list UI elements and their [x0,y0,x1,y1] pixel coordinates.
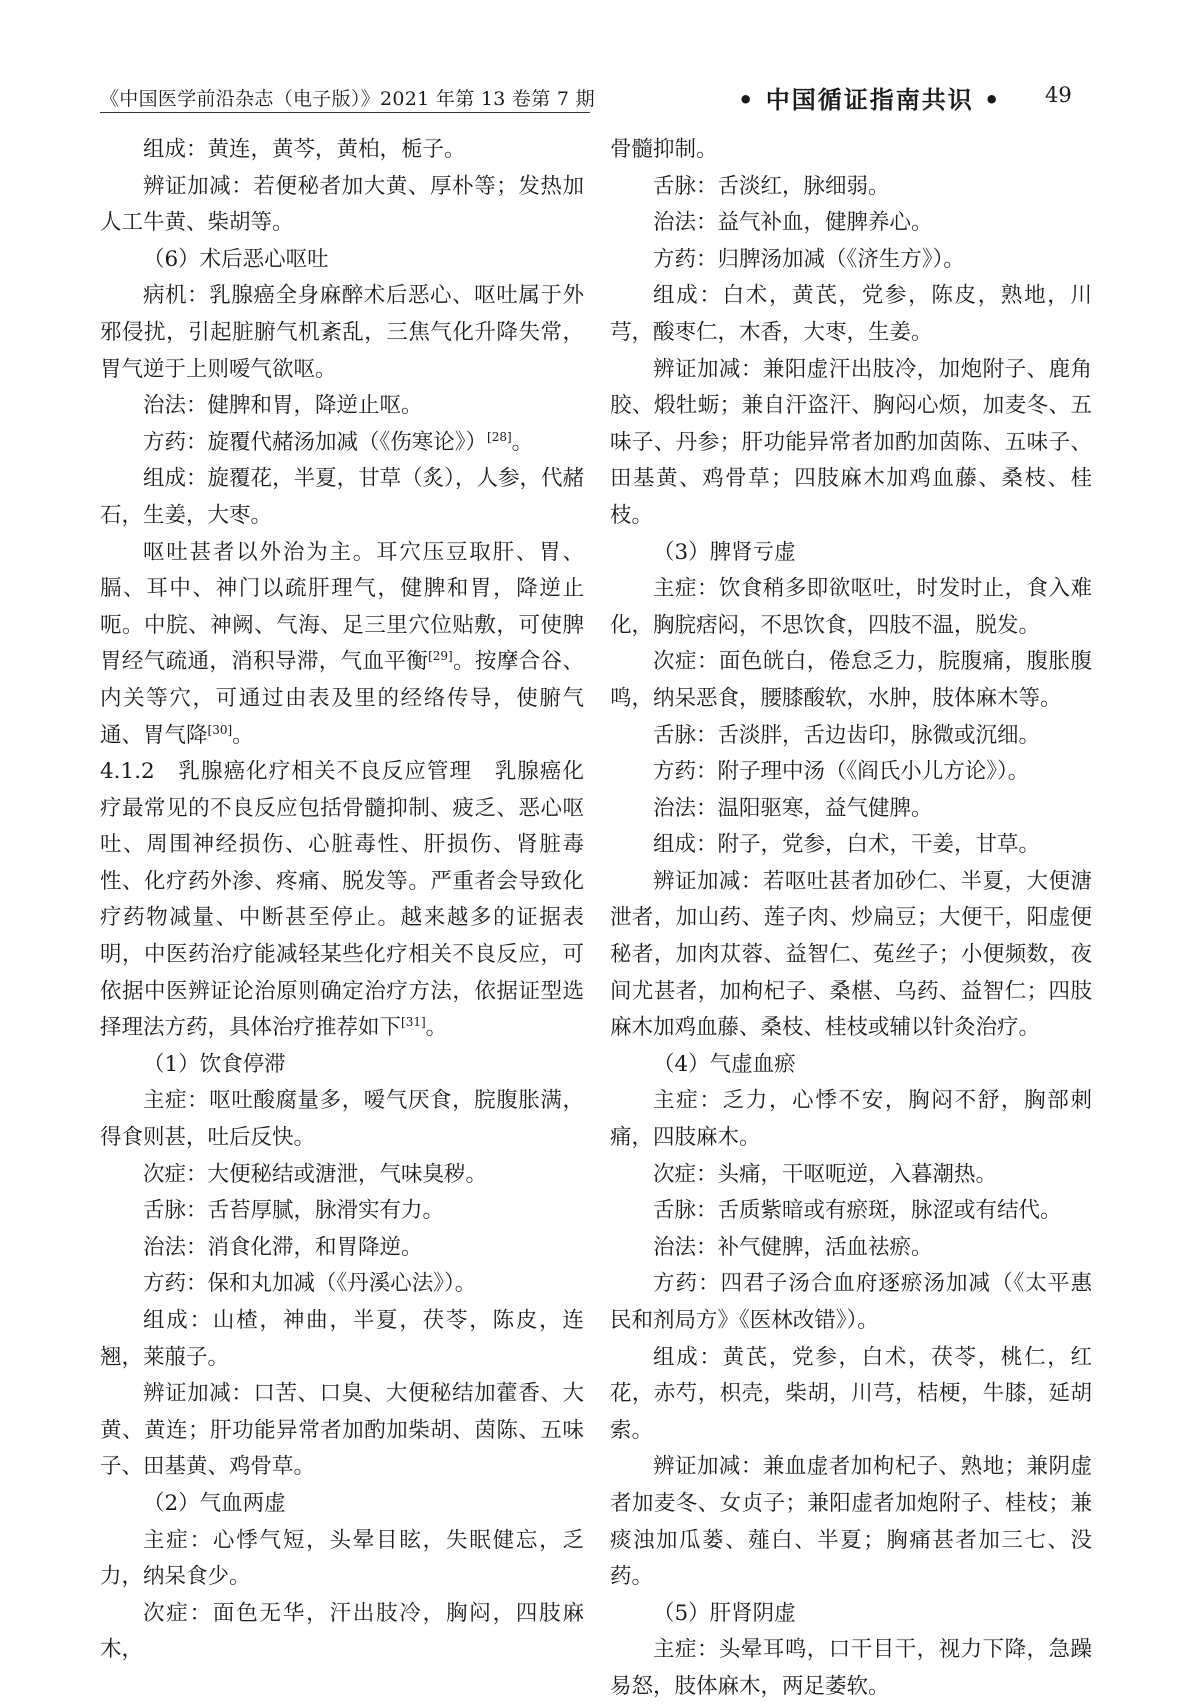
paragraph-text: 主症：头晕耳鸣，口干目干，视力下降，急躁易怒，肢体麻木，两足萎软。 [610,1637,1092,1699]
paragraph [100,425,584,462]
paragraph [610,1193,1092,1230]
paragraph [610,1083,1092,1156]
citation-ref: [29] [428,649,453,664]
paragraph-text: 辨证加减：若呕吐甚者加砂仁、半夏，大便溏泄者，加山药、莲子肉、炒扁豆；大便干，阳虚便秘者，加肉苁蓉、益智仁、菟丝子；小便频数，夜间尤甚者，加枸杞子、桑椹、乌药、益智仁；四肢麻木加鸡血藤、桑枝、桂枝或辅以针灸治疗。 [610,868,1092,1041]
paragraph-text: 次症：大便秘结或溏泄，气味臭秽。 [143,1161,488,1187]
paragraph [610,571,1092,644]
paragraph-text: 辨证加减：兼血虚者加枸杞子、熟地；兼阴虚者加麦冬、女贞子；兼阳虚者加炮附子、桂枝；兼痰浊加瓜蒌、薤白、半夏；胸痛甚者加三七、没药。 [610,1454,1092,1590]
paragraph [100,1193,584,1230]
paragraph-text: 组成：山楂，神曲，半夏，茯苓，陈皮，连翘，莱菔子。 [100,1308,584,1370]
paragraph-text: （2）气血两虚 [143,1490,286,1516]
paragraph-text: 治法：益气补血，健脾养心。 [653,210,933,236]
paragraph [100,1047,584,1084]
paragraph-text: 主症：心悸气短，头晕目眩，失眠健忘，乏力，纳呆食少。 [100,1527,584,1590]
paragraph [610,1266,1092,1339]
paragraph [610,791,1092,828]
citation-ref: [31] [401,1015,426,1030]
paragraph-text: 组成：附子，党参，白术，干姜，甘草。 [653,832,1041,858]
paragraph-text: （4）气虚血瘀 [653,1051,796,1077]
paragraph-text: 次症：面色无华，汗出肢冷，胸闷，四肢麻木， [100,1600,584,1663]
paragraph [610,1449,1092,1595]
paragraph [610,754,1092,791]
paragraph [100,1303,584,1376]
paragraph [610,242,1092,279]
paragraph-text: 舌脉：舌苔厚腻，脉滑实有力。 [143,1198,445,1224]
paragraph [610,1230,1092,1267]
paragraph-text: 组成：黄连，黄芩，黄柏，栀子。 [143,137,466,162]
paragraph [100,461,584,534]
paragraph [610,644,1092,717]
paragraph-text: 4.1.2 乳腺癌化疗相关不良反应管理 乳腺癌化疗最常见的不良反应包括骨髓抑制、疲乏、恶心呕吐、周围神经损伤、心脏毒性、肝损伤、肾脏毒性、化疗药外渗、疼痛、脱发等。严重者会导致化疗药物减量、中断甚至停止。越来越多的证据表明，中医药治疗能减轻某些化疗相关不良反应，可依据中医辨证论治原则确定治疗方法，依据证型选择理法方药，具体治疗推荐如下 [100,759,584,1041]
paragraph-text: 治法：健脾和胃，降逆止呕。 [143,393,423,419]
paragraph-text: 骨髓抑制。 [610,137,718,162]
paragraph-text: 主症：乏力，心悸不安，胸闷不舒，胸部刺痛，四肢麻木。 [610,1088,1092,1151]
paragraph [100,1083,584,1156]
paragraph-text: 。 [511,429,534,455]
paragraph-text: 组成：白术，黄芪，党参，陈皮，熟地，川芎，酸枣仁，木香，大枣，生姜。 [610,283,1092,345]
paragraph-text: 治法：补气健脾，活血祛瘀。 [653,1234,933,1260]
right-column [610,132,1092,1706]
left-column [100,132,584,1669]
paragraph-text: 方药：旋覆代赭汤加减（《伤寒论》） [143,429,488,455]
paragraph-text: 方药：附子理中汤（《阎氏小儿方论》）。 [653,759,1030,785]
journal-title: 《中国医学前沿杂志（电子版）》2021 年第 13 卷第 7 期 [100,88,595,110]
paragraph [100,535,584,755]
page-header [0,0,1190,120]
paragraph-text: （1）饮食停滞 [143,1051,286,1077]
paragraph [610,535,1092,572]
citation-ref: [30] [207,722,233,737]
paragraph [610,352,1092,535]
paragraph [100,754,584,1047]
paragraph-text: 次症：头痛，干呕呃逆，入暮潮热。 [653,1161,998,1187]
paragraph [610,169,1092,206]
paragraph [610,1632,1092,1705]
paragraph-text: 舌脉：舌淡红，脉细弱。 [653,173,890,199]
paragraph [100,1486,584,1523]
paragraph-text: 组成：黄芪，党参，白术，茯苓，桃仁，红花，赤芍，枳壳，柴胡，川芎，桔梗，牛膝，延胡索。 [610,1344,1092,1443]
paragraph-text: 呕吐甚者以外治为主。耳穴压豆取肝、胃、膈、耳中、神门以疏肝理气，健脾和胃，降逆止呃。中脘、神阙、气海、足三里穴位贴敷，可使脾胃经气疏通，消积导滞，气血平衡 [100,539,584,675]
paragraph-text: 舌脉：舌淡胖，舌边齿印，脉微或沉细。 [653,722,1041,748]
paragraph-text: 主症：呕吐酸腐量多，嗳气厌食，脘腹胀满，得食则甚，吐后反快。 [100,1088,584,1151]
paragraph [610,1157,1092,1194]
paragraph-text: （6）术后恶心呕吐 [143,246,329,272]
section-tag: • 中国循证指南共识 • [738,86,1002,114]
paragraph-text: 主症：饮食稍多即欲呕吐，时发时止，食入难化，胸脘痞闷，不思饮食，四肢不温，脱发。 [610,576,1092,638]
page-number: 49 [1045,83,1072,107]
paragraph-text: 舌脉：舌质紫暗或有瘀斑，脉涩或有结代。 [653,1198,1062,1224]
paragraph-text: 辨证加减：若便秘者加大黄、厚朴等；发热加人工牛黄、柴胡等。 [100,173,584,236]
paragraph-text: 辨证加减：兼阳虚汗出肢冷，加炮附子、鹿角胶、煅牡蛎；兼自汗盗汗、胸闷心烦，加麦冬、五味子、丹参；肝功能异常者加酌加茵陈、五味子、田基黄、鸡骨草；四肢麻木加鸡血藤、桑枝、桂枝。 [610,356,1092,528]
paragraph-text: 。 [232,722,254,748]
paragraph [610,1340,1092,1450]
paragraph [610,864,1092,1047]
paragraph-text: 方药：保和丸加减（《丹溪心法》）。 [143,1271,477,1297]
paragraph-text: 组成：旋覆花，半夏，甘草（炙），人参，代赭石，生姜，大枣。 [100,466,584,528]
paragraph-text: 。 [425,1015,448,1041]
paragraph [100,1157,584,1194]
paragraph [100,1266,584,1303]
paragraph [100,132,584,169]
paragraph [610,205,1092,242]
paragraph [100,1596,584,1669]
paragraph-text: 。按摩合谷、内关等穴，可通过由表及里的经络传导，使腑气通、胃气降 [100,649,584,748]
paragraph-text: 治法：温阳驱寒，益气健脾。 [653,795,933,821]
paragraph [100,242,584,279]
paragraph [610,1047,1092,1084]
paragraph [100,388,584,425]
paragraph [100,1376,584,1486]
paragraph [100,1230,584,1267]
paragraph [610,132,1092,169]
paragraph [100,1523,584,1596]
paragraph [610,827,1092,864]
header-rule [100,112,590,113]
paragraph [610,718,1092,755]
paragraph [100,278,584,388]
paragraph-text: 次症：面色㿠白，倦怠乏力，脘腹痛，腹胀腹鸣，纳呆恶食，腰膝酸软，水肿，肢体麻木等。 [610,649,1092,711]
paragraph-text: 辨证加减：口苦、口臭、大便秘结加藿香、大黄、黄连；肝功能异常者加酌加柴胡、茵陈、五味子、田基黄、鸡骨草。 [100,1381,584,1480]
paragraph [100,169,584,242]
paragraph-text: （3）脾肾亏虚 [653,539,796,565]
paragraph [610,278,1092,351]
citation-ref: [28] [487,429,512,444]
paragraph [610,1596,1092,1633]
paragraph-text: 治法：消食化滞，和胃降逆。 [143,1234,423,1260]
paragraph-text: 方药：四君子汤合血府逐瘀汤加减（《太平惠民和剂局方》《医林改错》）。 [610,1271,1092,1333]
paragraph-text: 病机：乳腺癌全身麻醉术后恶心、呕吐属于外邪侵扰，引起脏腑气机紊乱，三焦气化升降失常，胃气逆于上则嗳气欲呕。 [100,283,584,382]
paragraph-text: 方药：归脾汤加减（《济生方》）。 [653,246,965,272]
paragraph-text: （5）肝肾阴虚 [653,1600,796,1626]
